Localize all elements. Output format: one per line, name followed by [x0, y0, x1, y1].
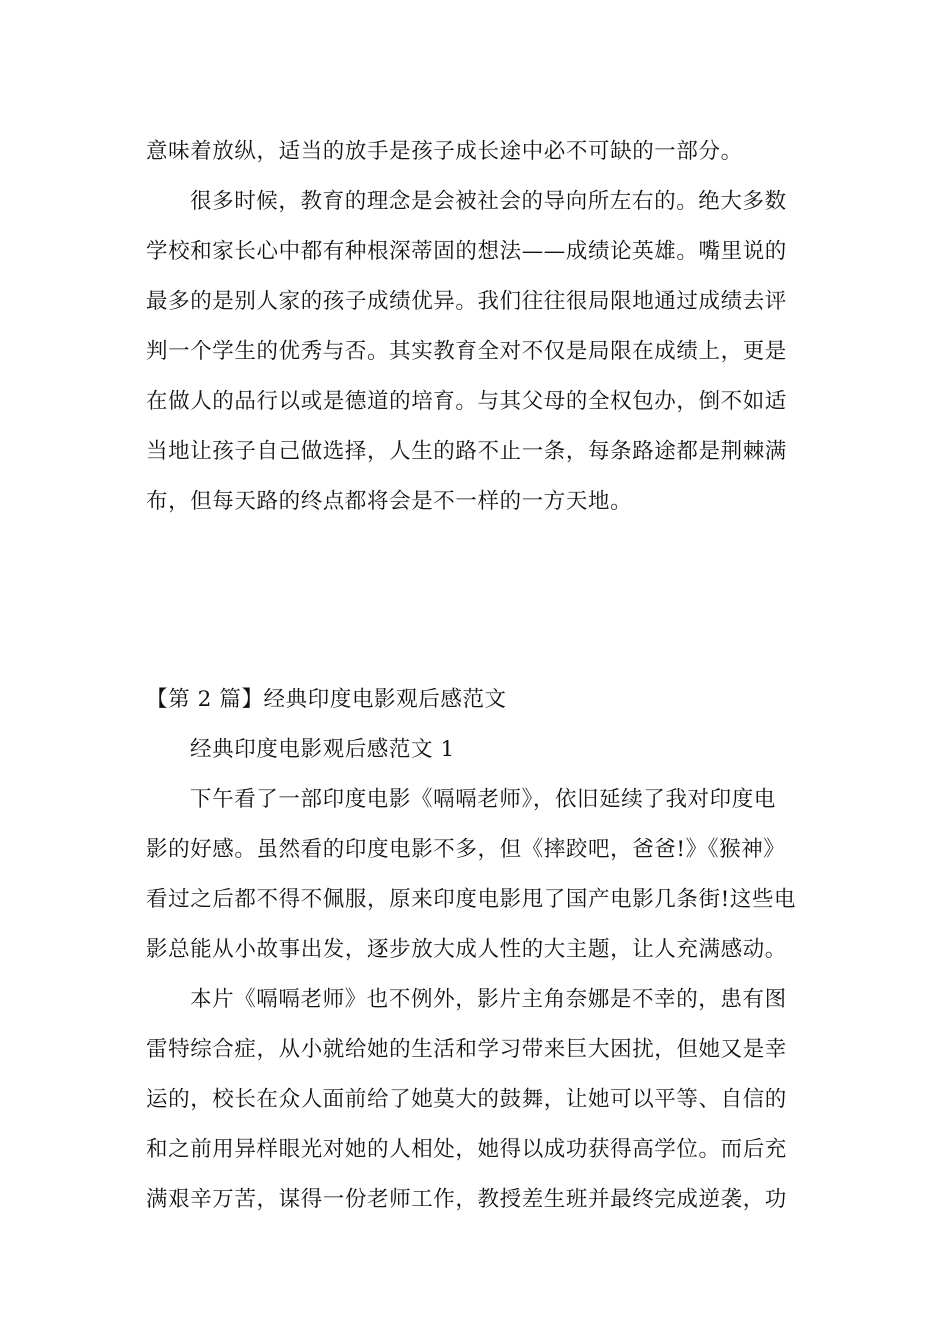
paragraph-line: 在做人的品行以或是德道的培育。与其父母的全权包办，倒不如适	[146, 389, 787, 414]
paragraph-line: 影总能从小故事出发，逐步放大成人性的大主题，让人充满感动。	[146, 937, 787, 962]
paragraph-line: 雷特综合症，从小就给她的生活和学习带来巨大困扰，但她又是幸	[146, 1037, 787, 1062]
paragraph-line: 本片《嗝嗝老师》也不例外，影片主角奈娜是不幸的，患有图	[190, 987, 787, 1012]
paragraph-line: 很多时候，教育的理念是会被社会的导向所左右的。绝大多数	[190, 189, 787, 214]
paragraph-line: 影的好感。虽然看的印度电影不多，但《摔跤吧，爸爸!》《猴神》	[146, 837, 786, 862]
paragraph-line: 判一个学生的优秀与否。其实教育全对不仅是局限在成绩上，更是	[146, 339, 787, 364]
paragraph-line: 满艰辛万苦，谋得一份老师工作，教授差生班并最终完成逆袭，功	[146, 1187, 787, 1212]
paragraph-line: 学校和家长心中都有种根深蒂固的想法——成绩论英雄。嘴里说的	[146, 239, 787, 264]
paragraph-line: 看过之后都不得不佩服，原来印度电影甩了国产电影几条街!这些电	[146, 887, 797, 912]
paragraph-line: 和之前用异样眼光对她的人相处，她得以成功获得高学位。而后充	[146, 1137, 787, 1162]
paragraph-line: 当地让孩子自己做选择，人生的路不止一条，每条路途都是荆棘满	[146, 439, 787, 464]
section-heading: 【第 2 篇】经典印度电影观后感范文	[146, 687, 507, 712]
paragraph-line: 最多的是别人家的孩子成绩优异。我们往往很局限地通过成绩去评	[146, 289, 787, 314]
paragraph-line: 意味着放纵，适当的放手是孩子成长途中必不可缺的一部分。	[146, 139, 743, 164]
paragraph-line: 运的，校长在众人面前给了她莫大的鼓舞，让她可以平等、自信的	[146, 1087, 787, 1112]
paragraph-line: 下午看了一部印度电影《嗝嗝老师》，依旧延续了我对印度电	[190, 787, 776, 812]
section-subheading: 经典印度电影观后感范文 1	[190, 737, 455, 762]
paragraph-line: 布，但每天路的终点都将会是不一样的一方天地。	[146, 489, 633, 514]
